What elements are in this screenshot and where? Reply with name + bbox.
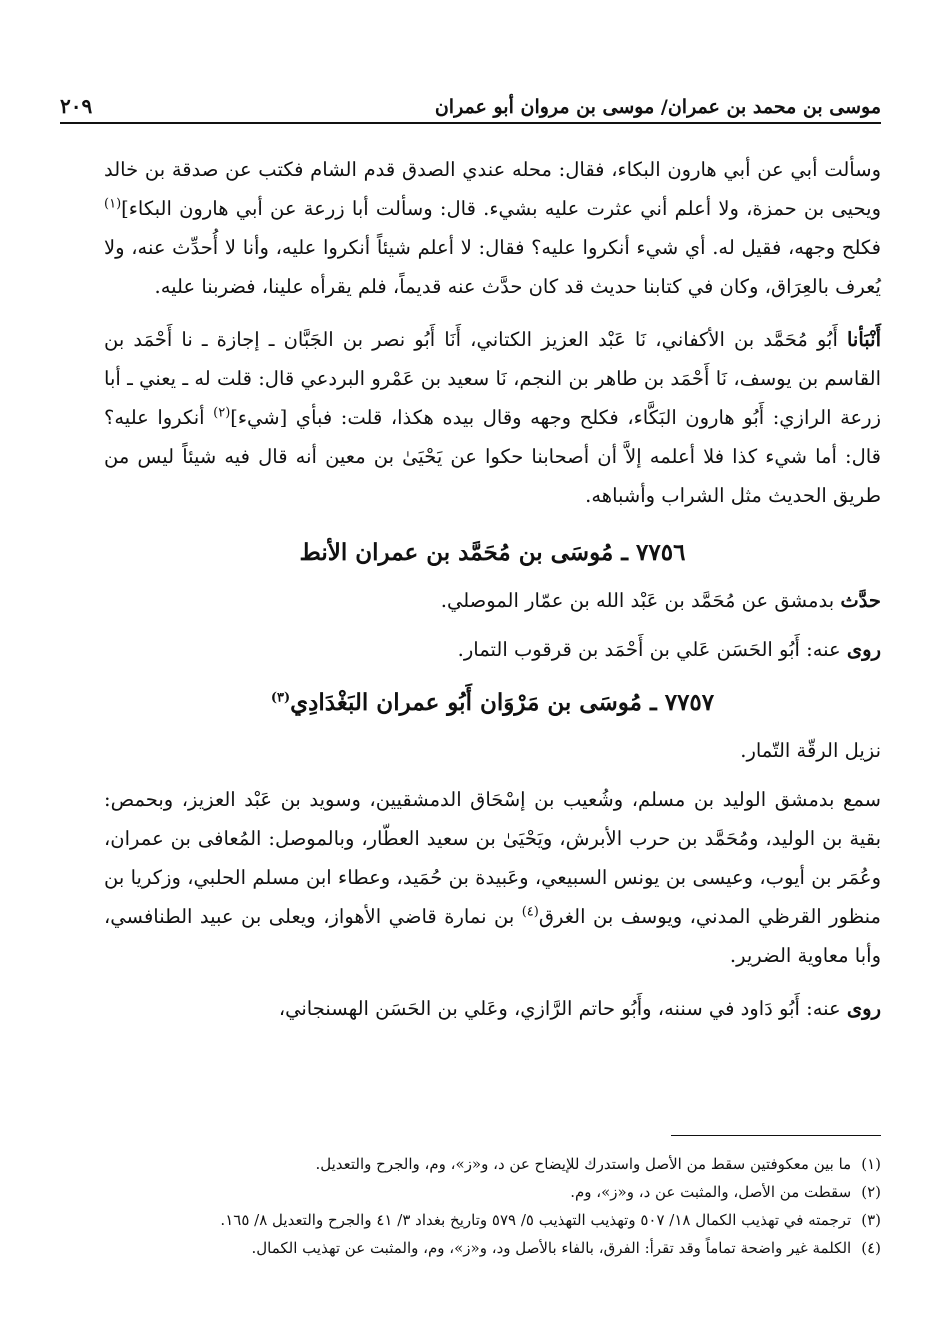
entry-7756-hadath: [104, 581, 881, 620]
entry-7757-rawa: [104, 989, 881, 1028]
footnote-divider: [671, 1135, 881, 1136]
footnote-ref-1: (١): [104, 196, 122, 212]
entry-heading-7757: [104, 679, 881, 727]
paragraph-1-rest: فكلح وجهه، فقيل له. أي شيء أنكروا عليه؟ فقال: لا أعلم شيئاً أنكروا عليه، وأنا لا أُحدِّث عنه، ولا يُعرف بالعِرَاق، وكان في كتابنا حديث قد كان حدَّث عنه قديماً، فلم يقرأه علينا، فضربنا عليه.: [104, 236, 881, 298]
footnote-2: [90, 1178, 881, 1206]
footnote-4: [90, 1234, 881, 1262]
footnote-number: (٤): [861, 1239, 881, 1257]
rawa-keyword-2: روى: [846, 997, 881, 1020]
footnote-text: سقطت من الأصل، والمثبت عن د، و«ز»، وم.: [570, 1183, 852, 1201]
footnote-ref-2: (٢): [213, 405, 231, 421]
anbaana-keyword: أَنْبَأنا: [846, 328, 881, 351]
hadath-keyword: حدَّث: [840, 589, 881, 612]
entry-7756-rawa: [104, 630, 881, 669]
footnotes: [90, 1150, 881, 1262]
running-title: موسى بن محمد بن عمران/ موسى بن مروان أبو عمران: [434, 96, 881, 118]
footnote-ref-3: (٣): [270, 690, 291, 706]
entry-7757-nazil: نزيل الرقّة التّمار.: [740, 739, 881, 762]
paragraph-2: [104, 320, 881, 515]
paragraph-1: [104, 150, 881, 306]
sami-text-a: سمع بدمشق الوليد بن مسلم، وشُعيب بن إسْحَاق الدمشقيين، وسويد بن عَبْد العزيز، وبحمص: بقية بن الوليد، ومُحَمَّد بن حرب الأبرش، ويَحْيَىٰ بن سعيد العطّار، وبالموصل: المُعافى بن عمران، وعُمَر بن أيوب، وعيسى بن يونس السبيعي، وعَبيدة بن حُمَيد، وعطاء ابن مسلم الحلبي، وزكريا بن منظور القرظي المدني، ويوسف بن الغرق: [104, 788, 881, 928]
entry-heading-7756: ٧٧٥٦ ـ مُوسَى بن مُحَمَّد بن عمران الأنط: [299, 539, 686, 566]
entry-heading-7757-text: ٧٧٥٧ ـ مُوسَى بن مَرْوَان أَبُو عمران البَغْدَادِي: [290, 689, 715, 716]
sami-text-b: بن نمارة قاضي الأهواز، ويعلى بن عبيد الطنافسي، وأبا معاوية الضرير.: [104, 905, 881, 967]
footnote-number: (١): [861, 1155, 881, 1173]
footnote-1: [90, 1150, 881, 1178]
main-text: [104, 150, 881, 1038]
footnote-text: الكلمة غير واضحة تماماً وقد تقرأ: الفرق، بالفاء بالأصل ود، و«ز»، وم، والمثبت عن تهذيب الكمال.: [251, 1239, 852, 1257]
page-number: ٢٠٩: [60, 94, 93, 118]
rawa-text: عنه: أَبُو الحَسَن عَلي بن أَحْمَد بن قرقوب التمار.: [457, 638, 847, 661]
footnote-ref-4: (٤): [521, 904, 539, 920]
footnote-number: (٢): [861, 1183, 881, 1201]
footnote-text: ترجمته في تهذيب الكمال ١٨/ ٥٠٧ وتهذيب التهذيب ٥/ ٥٧٩ وتاريخ بغداد ٣/ ٤١ والجرح والتعديل ٨/ ١٦٥.: [220, 1211, 852, 1229]
rawa-keyword: روى: [846, 638, 881, 661]
footnote-3: [90, 1206, 881, 1234]
footnote-text: ما بين معكوفتين سقط من الأصل واستدرك للإيضاح عن د، و«ز»، وم، والجرح والتعديل.: [315, 1155, 852, 1173]
paragraph-1-text: وسألت أبي عن أبي هارون البكاء، فقال: محله عندي الصدق قدم الشام فكتب عن صدقة بن خالد ويحيى بن حمزة، ولا أعلم أني عثرت عليه بشيء. قال: وسألت أبا زرعة عن أبي هارون البكاء]: [104, 158, 881, 220]
paragraph-2-text-a: أَبُو مُحَمَّد بن الأكفاني، نَا عَبْد العزيز الكتاني، أَنَا أَبُو نصر بن الجَبَّان ـ إجازة ـ نا أَحْمَد بن القاسم بن يوسف، نَا أَحْمَد بن طاهر بن النجم، نَا سعيد بن عَمْرو البردعي قال: قلت له ـ يعني ـ أبا زرعة الرازي: أَبُو هارون البَكَّاء، فكلح وجهه وقال بيده هكذا، قلت: فبأي [شيء]: [104, 328, 882, 429]
rawa-text-2: عنه: أَبُو دَاود في سننه، وأَبُو حاتم الرَّازي، وعَلي بن الحَسَن الهسنجاني،: [278, 997, 847, 1020]
footnote-number: (٣): [861, 1211, 881, 1229]
page-header: [60, 82, 881, 124]
entry-7757-sami: [104, 780, 881, 975]
hadath-text: بدمشق عن مُحَمَّد بن عَبْد الله بن عمّار الموصلي.: [440, 589, 841, 612]
paragraph-2-text-b: أنكروا عليه؟ قال: أما شيء كذا فلا أعلمه إلاَّ أن أصحابنا حكوا عن يَحْيَىٰ بن معين أنه قال فيه شيئاً ليس من طريق الحديث مثل الشراب وأشباهه.: [104, 406, 881, 507]
